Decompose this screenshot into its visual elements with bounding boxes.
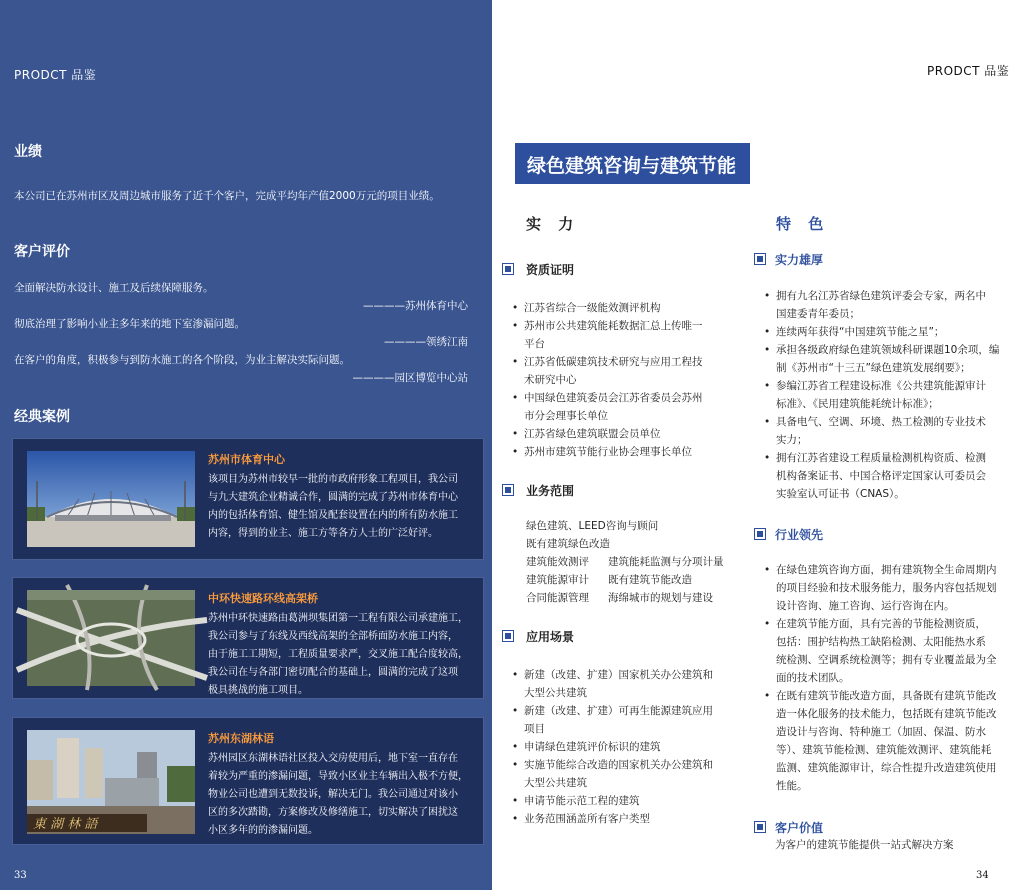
qualification-item: • 苏州市建筑节能行业协会理事长单位 [512, 443, 703, 461]
leading-item: 性能。 [776, 780, 808, 792]
scope-grid: 建筑能效测评 建筑能耗监测与分项计量 建筑能源审计 既有建筑节能改造 合同能源管理 海绵城市的规划与建设 [526, 556, 724, 605]
leading-item: 造一体化服务的技术能力，包括既有建筑节能改 [776, 708, 997, 720]
power-list [764, 287, 999, 503]
power-item: 机构备案证书、中国合格评定国家认可委员会 [776, 470, 986, 482]
qualification-item: 术研究中心 [524, 374, 577, 386]
square-bullet-icon [502, 484, 514, 496]
case-desc-stadium: 该项目为苏州市较早一批的市政府形象工程项目，我公司 与九大建筑企业精诚合作，圆满的完成了苏州市体育中心 内的包括体育馆、健生馆及配套设置在内的所有防水施工 内容，得到的业主、施工方等各方人士的广泛好评。 [208, 474, 458, 539]
case-title-viaduct: 中环快速路环线高架桥 [208, 592, 318, 605]
svg-text:東 湖 林 語: 東 湖 林 語 [33, 817, 98, 832]
scenarios-list [512, 666, 713, 828]
power-item: • 具备电气、空调、环境、热工检测的专业技术 [764, 413, 999, 431]
review-source-1: ————苏州体育中心 [363, 300, 468, 312]
left-page-number: 33 [14, 870, 27, 881]
review-text-2: 彻底治理了影响小业主多年来的地下室渗漏问题。 [14, 318, 245, 330]
scenario-item: • 实施节能综合改造的国家机关办公建筑和 [512, 756, 713, 774]
reviews-title: 客户评价 [14, 244, 70, 260]
leading-item: 面的技术团队。 [776, 672, 850, 684]
power-item: 国建委青年委员； [776, 308, 860, 320]
power-item: • 连续两年获得“中国建筑节能之星”； [764, 323, 999, 341]
power-item: 实力； [776, 434, 808, 446]
qualification-item: 平台 [524, 338, 545, 350]
square-bullet-icon [754, 253, 766, 265]
value-title: 客户价值 [775, 821, 824, 835]
leading-item: 等）、建筑节能检测、建筑能效测评、建筑能耗 [776, 744, 992, 756]
leading-item: • 在既有建筑节能改造方面，具备既有建筑节能改 [764, 687, 997, 705]
scenario-item: • 申请绿色建筑评价标识的建筑 [512, 738, 713, 756]
qualification-item: • 江苏省综合一级能效测评机构 [512, 299, 703, 317]
scenario-item: • 业务范围涵盖所有客户类型 [512, 810, 713, 828]
leading-item: 设计咨询、施工咨询、运行咨询在内。 [776, 600, 955, 612]
qualification-item: 市分会理事长单位 [524, 410, 608, 422]
review-source-2: ————领绣江南 [384, 336, 468, 348]
case-title-stadium: 苏州市体育中心 [208, 453, 285, 466]
square-bullet-icon [754, 821, 766, 833]
square-bullet-icon [502, 630, 514, 642]
square-bullet-icon [754, 528, 766, 540]
left-page [0, 0, 492, 890]
scenario-item: 大型公共建筑 [524, 777, 587, 789]
case-card-stadium [12, 438, 484, 560]
donghu-photo [27, 730, 195, 834]
leading-item: 统检测、空调系统检测等；拥有专业覆盖最为全 [776, 654, 997, 666]
viaduct-photo [27, 590, 195, 686]
case-card-donghu [12, 717, 484, 845]
performance-text: 本公司已在苏州市区及周边城市服务了近千个客户，完成平均年产值2000万元的项目业绩。 [14, 190, 440, 202]
leading-item: • 在绿色建筑咨询方面，拥有建筑物全生命周期内 [764, 561, 997, 579]
qualification-item: • 江苏省绿色建筑联盟会员单位 [512, 425, 703, 443]
leading-item: • 在建筑节能方面，具有完善的节能检测资质， [764, 615, 997, 633]
leading-list [764, 561, 997, 795]
qualification-item: • 中国绿色建筑委员会江苏省委员会苏州 [512, 389, 703, 407]
right-page [492, 0, 1009, 890]
right-page-number: 34 [976, 870, 989, 881]
leading-title: 行业领先 [775, 528, 824, 542]
qualification-item: • 苏州市公共建筑能耗数据汇总上传唯一 [512, 317, 703, 335]
review-text-3: 在客户的角度，积极参与到防水施工的各个阶段，为业主解决实际问题。 [14, 354, 350, 366]
power-item: • 参编江苏省工程建设标准《公共建筑能源审计 [764, 377, 999, 395]
case-card-viaduct [12, 577, 484, 699]
review-source-3: ————园区博览中心站 [352, 372, 468, 384]
leading-item: 造设计与咨询、特种施工（加固、保温、防水 [776, 726, 986, 738]
value-text: 为客户的建筑节能提供一站式解决方案 [775, 839, 954, 851]
qualification-title: 资质证明 [526, 263, 575, 277]
power-item: • 拥有九名江苏省绿色建筑评委会专家，两名中 [764, 287, 999, 305]
qualification-item: • 江苏省低碳建筑技术研究与应用工程技 [512, 353, 703, 371]
leading-item: 监测、建筑能源审计，综合性提升改造建筑使用 [776, 762, 997, 774]
scenario-item: • 新建（改建、扩建）可再生能源建筑应用 [512, 702, 713, 720]
power-item: 标准》、《民用建筑能耗统计标准》； [776, 398, 939, 410]
page-heading: 绿色建筑咨询与建筑节能 [515, 143, 750, 184]
case-title-donghu: 苏州东湖林语 [208, 732, 274, 745]
power-item: • 承担各级政府绿色建筑领域科研课题10余项，编 [764, 341, 999, 359]
power-item: 制《苏州市“十三五”绿色建筑发展纲要》； [776, 362, 971, 374]
right-brand: PRODCT 品鉴 [927, 64, 1009, 78]
scope-lines: 绿色建筑、LEED咨询与顾问 既有建筑绿色改造 [526, 520, 659, 551]
square-bullet-icon [502, 263, 514, 275]
stadium-photo [27, 451, 195, 547]
power-item: 实验室认可证书（CNAS）。 [776, 488, 905, 500]
scenarios-title: 应用场景 [526, 630, 575, 644]
performance-title: 业绩 [14, 144, 42, 160]
review-text-1: 全面解决防水设计、施工及后续保障服务。 [14, 282, 214, 294]
case-desc-donghu: 苏州园区东湖林语社区投入交房使用后，地下室一直存在 着较为严重的渗漏问题，导致小区业主车辆出入极不方便， 物业公司也遭到无数投诉，解决无门。我公司通过对该小 区的多次踏勘，方案修改及修缮施工，切实解决了困扰这 小区多年的的渗漏问题。 [208, 753, 468, 836]
scenario-item: • 申请节能示范工程的建筑 [512, 792, 713, 810]
strength-title: 实 力 [526, 215, 580, 233]
scenario-item: 项目 [524, 723, 545, 735]
power-title: 实力雄厚 [775, 253, 824, 267]
left-brand: PRODCT 品鉴 [14, 68, 97, 82]
power-item: • 拥有江苏省建设工程质量检测机构资质、检测 [764, 449, 999, 467]
scenario-item: • 新建（改建、扩建）国家机关办公建筑和 [512, 666, 713, 684]
scope-title: 业务范围 [526, 484, 575, 498]
features-title: 特 色 [776, 215, 830, 233]
leading-item: 包括：围护结构热工缺陷检测、太阳能热水系 [776, 636, 986, 648]
qualification-list [512, 299, 703, 461]
scenario-item: 大型公共建筑 [524, 687, 587, 699]
case-desc-viaduct: 苏州中环快速路由葛洲坝集团第一工程有限公司承建施工， 我公司参与了东线及西线高架的全部桥面防水施工内容， 由于施工工期短，工程质量要求严，交叉施工配合度较高， 我公司在与各部门密切配合的基础上，圆满的完成了这项 极具挑战的施工项目。 [208, 613, 468, 696]
cases-title: 经典案例 [14, 409, 70, 425]
leading-item: 的项目经验和技术服务能力，服务内容包括规划 [776, 582, 997, 594]
